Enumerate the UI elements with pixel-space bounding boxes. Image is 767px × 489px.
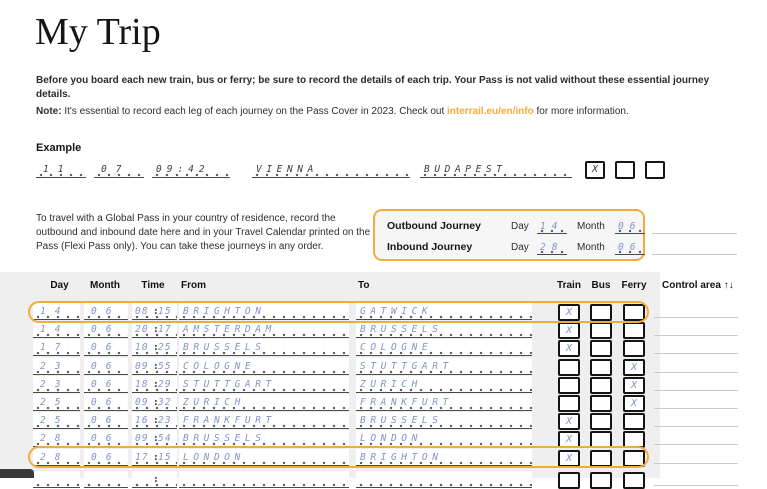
- day-value: 14: [40, 306, 70, 317]
- from-value: BRUSSELS: [183, 342, 266, 354]
- from-field[interactable]: [179, 303, 349, 320]
- table-row: [0, 321, 767, 338]
- note-after-link: for more information.: [533, 106, 629, 117]
- ferry-checkbox[interactable]: [623, 322, 645, 339]
- status-bar-fragment: [0, 469, 34, 478]
- control-area-line[interactable]: [654, 317, 738, 318]
- to-value: STUTTGART: [360, 360, 453, 372]
- from-value: BRIGHTON: [183, 306, 266, 317]
- to-field[interactable]: [356, 358, 532, 375]
- col-header-bus: Bus: [591, 280, 611, 291]
- example-to-value: BUDAPEST: [424, 164, 507, 175]
- month-field[interactable]: [84, 339, 128, 356]
- time-colon: :: [153, 360, 159, 372]
- ferry-checkbox[interactable]: [623, 395, 645, 412]
- example-time-field: [152, 158, 230, 178]
- time-minutes: 17: [158, 324, 172, 336]
- table-row: [0, 430, 767, 447]
- col-header-time: Time: [141, 280, 165, 291]
- to-field[interactable]: [356, 449, 532, 466]
- residence-text: To travel with a Global Pass in your country of residence, record the outbound and inbound date here and in your Travel Calendar printed on the Pass (Flexi Pass only). You can take these journeys in any order.: [36, 213, 371, 253]
- info-link[interactable]: interrail.eu/en/info: [447, 106, 534, 117]
- inbound-month-label: Month: [577, 242, 605, 253]
- control-area-line[interactable]: [654, 426, 738, 427]
- inbound-month-field[interactable]: [615, 240, 645, 255]
- day-field[interactable]: [33, 358, 80, 375]
- to-field[interactable]: [356, 471, 532, 488]
- col-header-from: From: [181, 280, 206, 291]
- table-row: [0, 358, 767, 375]
- inbound-journey-row: [387, 240, 642, 256]
- check-x-mark: X: [565, 452, 573, 464]
- bus-checkbox[interactable]: [590, 340, 612, 357]
- time-field[interactable]: [132, 430, 177, 447]
- time-colon: :: [153, 342, 159, 354]
- time-colon: :: [153, 433, 159, 445]
- outbound-day-value: 14: [540, 221, 564, 232]
- time-minutes: 29: [158, 378, 172, 390]
- time-minutes: 32: [158, 397, 172, 408]
- ferry-checkbox[interactable]: [623, 413, 645, 430]
- col-header-control-area: [662, 280, 734, 291]
- day-value: 23: [40, 360, 70, 372]
- time-colon: :: [153, 415, 159, 427]
- time-minutes: 54: [158, 433, 172, 445]
- sort-arrows-icon: ↑↓: [723, 280, 734, 291]
- month-field[interactable]: [84, 449, 128, 466]
- inbound-day-field[interactable]: [537, 240, 567, 255]
- from-field[interactable]: [179, 394, 349, 411]
- example-month-field: [94, 158, 144, 178]
- time-hours: 18: [135, 378, 149, 390]
- note-before-link: It's essential to record each leg of each journey on the Pass Cover in 2023. Check out: [61, 106, 448, 117]
- time-colon: :: [153, 451, 159, 463]
- month-field[interactable]: [84, 412, 128, 429]
- from-field[interactable]: [179, 339, 349, 356]
- month-field[interactable]: [84, 471, 128, 488]
- day-value: 25: [40, 397, 70, 408]
- day-field[interactable]: [33, 412, 80, 429]
- from-field[interactable]: [179, 321, 349, 338]
- example-check-x-mark: X: [591, 164, 599, 175]
- journey-box-side-line: [652, 233, 737, 234]
- day-field[interactable]: [33, 471, 80, 488]
- from-field[interactable]: [179, 358, 349, 375]
- to-value: FRANKFURT: [360, 397, 453, 408]
- month-value: 06: [91, 415, 121, 427]
- control-area-line[interactable]: [654, 390, 738, 391]
- time-hours: 08: [135, 306, 149, 317]
- bus-checkbox[interactable]: [590, 413, 612, 430]
- time-field[interactable]: [132, 412, 177, 429]
- example-month-value: 07: [101, 164, 131, 175]
- col-header-day: Day: [50, 280, 69, 291]
- bus-checkbox[interactable]: [590, 377, 612, 394]
- day-value: 17: [40, 342, 70, 354]
- time-field[interactable]: [132, 394, 177, 411]
- check-x-mark: X: [630, 398, 638, 409]
- ferry-checkbox[interactable]: [623, 340, 645, 357]
- day-field[interactable]: [33, 394, 80, 411]
- train-checkbox[interactable]: [558, 340, 580, 357]
- month-field[interactable]: [84, 303, 128, 320]
- day-value: 28: [40, 433, 70, 445]
- day-value: 23: [40, 378, 70, 390]
- table-row: [0, 339, 767, 356]
- day-field[interactable]: [33, 376, 80, 393]
- from-field[interactable]: [179, 376, 349, 393]
- example-from-value: VIENNA: [256, 164, 318, 175]
- ferry-checkbox[interactable]: [623, 304, 645, 321]
- to-field[interactable]: [356, 430, 532, 447]
- example-day-field: [36, 158, 86, 178]
- example-from-field: [252, 158, 410, 178]
- train-checkbox[interactable]: [558, 413, 580, 430]
- control-area-label: Control area: [662, 280, 721, 291]
- col-header-ferry: Ferry: [621, 280, 647, 291]
- outbound-month-value: 06: [618, 221, 642, 232]
- table-row: [0, 376, 767, 393]
- bus-checkbox[interactable]: [590, 359, 612, 376]
- example-label: Example: [36, 142, 82, 154]
- train-checkbox[interactable]: [558, 304, 580, 321]
- day-value: 28: [40, 451, 70, 463]
- from-field[interactable]: [179, 471, 349, 488]
- day-field[interactable]: [33, 430, 80, 447]
- control-area-line[interactable]: [654, 463, 738, 464]
- example-train-checkbox: [585, 161, 605, 179]
- time-minutes: 15: [158, 306, 172, 317]
- time-minutes: 23: [158, 415, 172, 427]
- month-field[interactable]: [84, 321, 128, 338]
- train-checkbox[interactable]: [558, 377, 580, 394]
- check-x-mark: X: [565, 434, 573, 446]
- from-value: AMSTERDAM: [183, 324, 276, 336]
- check-x-mark: X: [630, 361, 638, 373]
- to-value: BRUSSELS: [360, 415, 443, 427]
- outbound-month-label: Month: [577, 221, 605, 232]
- outbound-day-label: Day: [511, 221, 529, 232]
- month-value: 06: [91, 378, 121, 390]
- inbound-journey-label: Inbound Journey: [387, 241, 473, 253]
- col-header-to: To: [358, 280, 370, 291]
- to-value: BRIGHTON: [360, 451, 443, 463]
- month-field[interactable]: [84, 376, 128, 393]
- month-value: 06: [91, 360, 121, 372]
- check-x-mark: X: [630, 379, 638, 391]
- to-field[interactable]: [356, 321, 532, 338]
- from-value: COLOGNE: [183, 360, 256, 372]
- control-area-line[interactable]: [654, 444, 738, 445]
- page-title: My Trip: [35, 11, 161, 53]
- ferry-checkbox[interactable]: [623, 472, 645, 489]
- from-field[interactable]: [179, 412, 349, 429]
- example-time-value: 09:42: [156, 164, 210, 175]
- month-field[interactable]: [84, 358, 128, 375]
- month-value: 06: [91, 451, 121, 463]
- month-value: 06: [91, 342, 121, 354]
- ferry-checkbox[interactable]: [623, 359, 645, 376]
- day-field[interactable]: [33, 339, 80, 356]
- outbound-journey-row: [387, 219, 642, 235]
- time-hours: 20: [135, 324, 149, 336]
- time-hours: 17: [135, 451, 149, 463]
- train-checkbox[interactable]: [558, 472, 580, 489]
- day-field[interactable]: [33, 321, 80, 338]
- time-hours: 09: [135, 360, 149, 372]
- from-field[interactable]: [179, 430, 349, 447]
- ferry-checkbox[interactable]: [623, 377, 645, 394]
- day-field[interactable]: [33, 449, 80, 466]
- to-value: ZURICH: [360, 378, 422, 390]
- example-to-field: [420, 158, 572, 178]
- time-colon: :: [153, 324, 159, 336]
- to-value: BRUSSELS: [360, 324, 443, 336]
- from-value: ZURICH: [183, 397, 245, 408]
- check-x-mark: X: [565, 325, 573, 337]
- table-row: [0, 303, 767, 320]
- from-value: LONDON: [183, 451, 245, 463]
- bus-checkbox[interactable]: [590, 431, 612, 448]
- example-bus-checkbox: [615, 161, 635, 179]
- train-checkbox[interactable]: [558, 322, 580, 339]
- journey-box-side-line: [652, 254, 737, 255]
- time-hours: 09: [135, 397, 149, 408]
- note-label: Note:: [36, 106, 62, 117]
- col-header-month: Month: [90, 280, 120, 291]
- example-day-value: 11: [43, 164, 73, 175]
- control-area-line[interactable]: [654, 335, 738, 336]
- time-minutes: 15: [158, 451, 172, 463]
- time-field[interactable]: [132, 358, 177, 375]
- from-field[interactable]: [179, 449, 349, 466]
- to-field[interactable]: [356, 339, 532, 356]
- month-field[interactable]: [84, 430, 128, 447]
- time-field[interactable]: [132, 376, 177, 393]
- inbound-day-value: 28: [540, 242, 564, 253]
- check-x-mark: X: [565, 416, 573, 428]
- intro-text: Before you board each new train, bus or ferry; be sure to record the details of each trip. Your Pass is not valid without these essential journey details.: [36, 75, 710, 100]
- control-area-line[interactable]: [654, 485, 738, 486]
- month-field[interactable]: [84, 394, 128, 411]
- month-value: 06: [91, 433, 121, 445]
- from-value: FRANKFURT: [183, 415, 276, 427]
- to-field[interactable]: [356, 376, 532, 393]
- month-value: 06: [91, 324, 121, 336]
- train-checkbox[interactable]: [558, 450, 580, 467]
- ferry-checkbox[interactable]: [623, 450, 645, 467]
- table-row: [0, 449, 767, 466]
- to-field[interactable]: [356, 394, 532, 411]
- inbound-day-label: Day: [511, 242, 529, 253]
- to-value: LONDON: [360, 433, 422, 445]
- bus-checkbox[interactable]: [590, 450, 612, 467]
- time-field[interactable]: [132, 471, 177, 488]
- day-value: 14: [40, 324, 70, 336]
- day-value: 25: [40, 415, 70, 427]
- from-value: BRUSSELS: [183, 433, 266, 445]
- table-row: [0, 394, 767, 411]
- time-hours: 10: [135, 342, 149, 354]
- control-area-line[interactable]: [654, 408, 738, 409]
- time-minutes: 55: [158, 360, 172, 372]
- col-header-train: Train: [557, 280, 581, 291]
- to-value: COLOGNE: [360, 342, 433, 354]
- month-value: 06: [91, 397, 121, 408]
- inbound-month-value: 06: [618, 242, 642, 253]
- control-area-line[interactable]: [654, 372, 738, 373]
- bus-checkbox[interactable]: [590, 472, 612, 489]
- day-field[interactable]: [33, 303, 80, 320]
- outbound-day-field[interactable]: [537, 219, 567, 234]
- check-x-mark: X: [565, 307, 573, 318]
- bus-checkbox[interactable]: [590, 304, 612, 321]
- bus-checkbox[interactable]: [590, 395, 612, 412]
- outbound-month-field[interactable]: [615, 219, 645, 234]
- time-colon: :: [153, 378, 159, 390]
- time-colon: :: [153, 397, 159, 408]
- month-value: 06: [91, 306, 121, 317]
- ferry-checkbox[interactable]: [623, 431, 645, 448]
- table-row: [0, 471, 767, 488]
- time-field[interactable]: [132, 303, 177, 320]
- time-field[interactable]: [132, 321, 177, 338]
- example-ferry-checkbox: [645, 161, 665, 179]
- time-minutes: 25: [158, 342, 172, 354]
- to-value: GATWICK: [360, 306, 433, 317]
- bus-checkbox[interactable]: [590, 322, 612, 339]
- time-hours: 09: [135, 433, 149, 445]
- journey-dates-box: [373, 209, 645, 261]
- train-checkbox[interactable]: [558, 395, 580, 412]
- train-checkbox[interactable]: [558, 431, 580, 448]
- check-x-mark: X: [565, 343, 573, 355]
- train-checkbox[interactable]: [558, 359, 580, 376]
- table-row: [0, 412, 767, 429]
- from-value: STUTTGART: [183, 378, 276, 390]
- outbound-journey-label: Outbound Journey: [387, 220, 481, 232]
- time-field[interactable]: [132, 339, 177, 356]
- time-colon: :: [153, 306, 159, 317]
- note-text: [36, 106, 736, 117]
- to-field[interactable]: [356, 412, 532, 429]
- time-colon: :: [153, 474, 159, 485]
- time-field[interactable]: [132, 449, 177, 466]
- to-field[interactable]: [356, 303, 532, 320]
- time-hours: 16: [135, 415, 149, 427]
- control-area-line[interactable]: [654, 353, 738, 354]
